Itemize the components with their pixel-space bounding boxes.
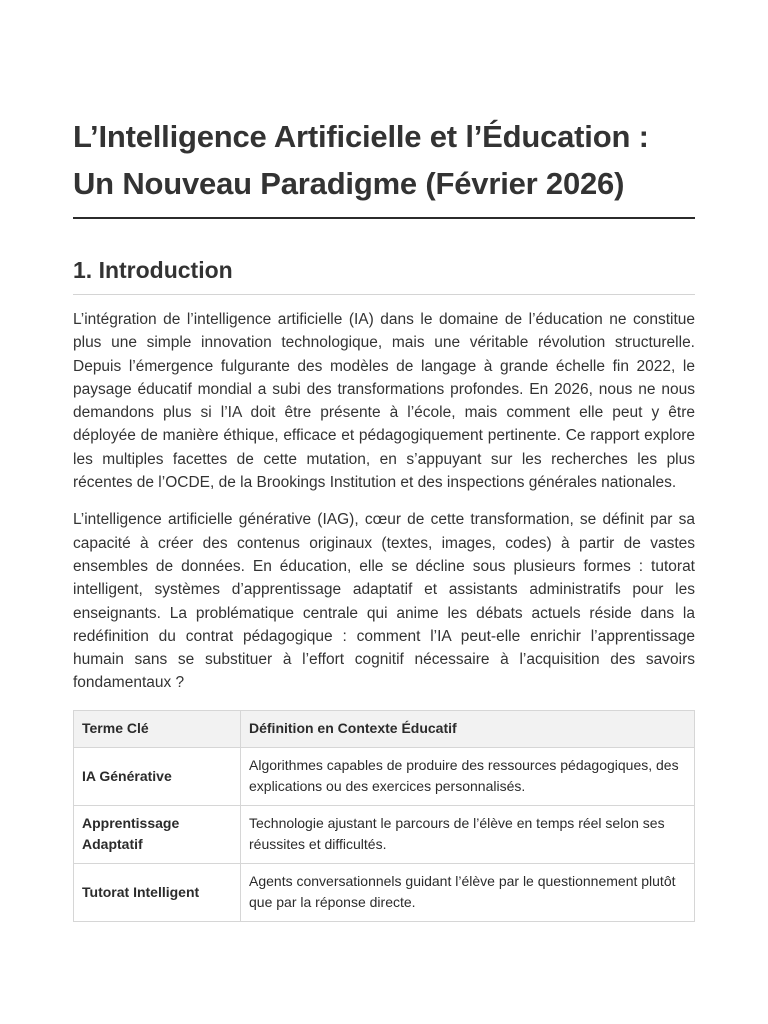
title-divider [73,217,695,219]
section-heading: 1. Introduction [73,257,233,283]
definitions-table [73,710,695,922]
title-line-2: Un Nouveau Paradigme (Février 2026) [73,166,625,201]
document-page [73,0,695,922]
table-cell-definition: Agents conversationnels guidant l’élève par le questionnement plutôt que par la réponse directe. [241,863,695,921]
table-cell-definition: Algorithmes capables de produire des ressources pédagogiques, des explications ou des exercices personnalisés. [241,747,695,805]
table-cell-term: Apprentissage Adaptatif [74,805,241,863]
table-cell-term: Tutorat Intelligent [74,863,241,921]
title-line-1: L’Intelligence Artificielle et l’Éducation : [73,119,649,154]
table-row [74,747,695,805]
table-cell-definition: Technologie ajustant le parcours de l’élève en temps réel selon ses réussites et difficultés. [241,805,695,863]
table-row [74,805,695,863]
table-header-definition: Définition en Contexte Éducatif [241,710,695,747]
paragraph-1: L’intégration de l’intelligence artificielle (IA) dans le domaine de l’éducation ne constitue plus une simple innovation technologique, mais une véritable révolution structurelle. Depuis l’émergence fulgurante des modèles de langage à grande échelle fin 2022, le paysage éducatif mondial a subi des transformations profondes. En 2026, nous ne nous demandons plus si l’IA doit être présente à l’école, mais comment elle peut y être déployée de manière éthique, efficace et pédagogiquement pertinente. Ce rapport explore les multiples facettes de cette mutation, en s’appuyant sur les recherches les plus récentes de l’OCDE, de la Brookings Institution et des inspections générales nationales. [73,311,695,492]
table-row [74,863,695,921]
table-cell-term: IA Générative [74,747,241,805]
section-divider [73,294,695,295]
page-title [73,113,695,207]
table-header-row [74,710,695,747]
table-header-term: Terme Clé [74,710,241,747]
paragraph-2: L’intelligence artificielle générative (IAG), cœur de cette transformation, se définit par sa capacité à créer des contenus originaux (textes, images, codes) à partir de vastes ensembles de données. En éducation, elle se décline sous plusieurs formes : tutorat intelligent, systèmes d’apprentissage adaptatif et assistants administratifs pour les enseignants. La problématique centrale qui anime les débats actuels réside dans la redéfinition du contrat pédagogique : comment l’IA peut-elle enrichir l’apprentissage humain sans se substituer à l’effort cognitif nécessaire à l’acquisition des savoirs fondamentaux ? [73,511,695,692]
